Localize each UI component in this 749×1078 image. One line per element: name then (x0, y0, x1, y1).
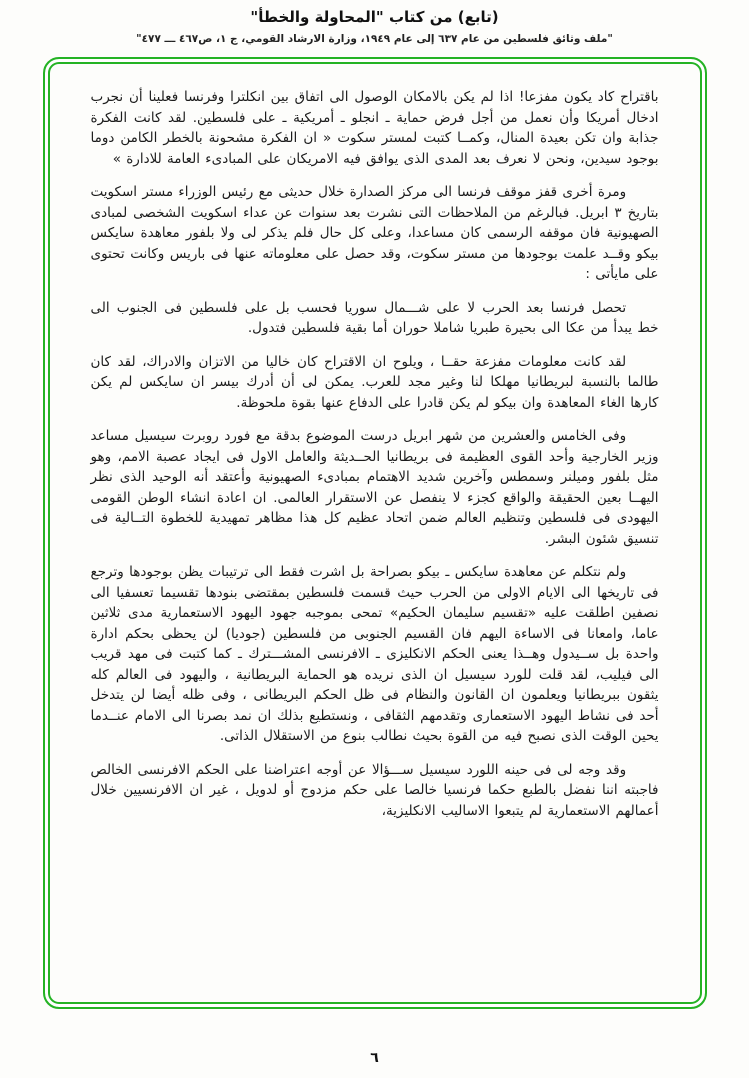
paragraph-1: باقتراح كاد يكون مفزعا! اذا لم يكن بالامكان الوصول الى اتفاق بين انكلترا وفرنسا فعلينا أن نجرب ادخال أمريكا وأن نعمل من أجل فرض حماية ـ انجلو ـ أمريكية ـ على فلسطين. لقد كانت الفكرة جذابة وان تكن بعيدة المنال، وكمــا كتبت لمستر سكوت « ان الفكرة مشحونة بالخطر الكامن دوما بوجود سيدين، ونحن لا نعرف بعد المدى الذى يوافق فيه الامريكان على المبادىء العامة للادارة » (90, 89, 659, 167)
green-border-frame (43, 57, 707, 1009)
paragraph-5: وفى الخامس والعشرين من شهر ابريل درست الموضوع بدقة مع فورد روبرت سيسيل مساعد وزير الخارجية وأحد القوى العظيمة فى بريطانيا الحــديثة والعامل الاول فى ايجاد عصبة الامم، وهو مثل بلفور وميلنر وسمطس وآخرين شديد الاهتمام بمبادىء الصهيونية وأعتقد أنه الوحيد الذى نظر اليهــا بعين الحقيقة والواقع كجزء لا ينفصل عن الاستقرار العالمى. ان اعادة انشاء الوطن القومى اليهودى فى فلسطين وتنظيم العالم ضمن اتحاد عظيم كل هذا مظاهر تمهيدية للخطوة التــالية فى تنسيق شئون البشر. (90, 428, 659, 547)
book-title: (تابع) من كتاب "المحاولة والخطأ" (250, 8, 499, 26)
page-number: ٦ (370, 1050, 379, 1066)
document-header (0, 0, 749, 45)
source-citation: "ملف وثائق فلسطين من عام ٦٣٧ إلى عام ١٩٤٩، وزارة الارشاد القومي، ج ١، ص٤٦٧ ـــ ٤٧٧" (136, 33, 613, 45)
paragraph-6: ولم نتكلم عن معاهدة سايكس ـ بيكو بصراحة بل اشرت فقط الى ترتيبات يظن بوجودها وترجع فى تاريخها الى الايام الاولى من الحرب حيث قسمت فلسطين بمقتضى بنودها تقسيما تعسفيا الى نصفين اطلقت عليه «تقسيم سليمان الحكيم» تمحى بموجبه جهود اليهود الاستعمارية مدى ثلاثين عاما، وامعانا فى الاساءة اليهم فان القسيم الجنوبى من فلسطين (جوديا) لن يحظى بحكم ادارة واحدة بل ســيدول وهــذا يعنى الحكم الانكليزى ـ الافرنسى المشـــترك ـ كما كتبت فى مهد قريب الى فيليب، لقد قلت للورد سيسيل ان الذى نريده هو الحماية البريطانية ، واليهود فى العالم كله يثقون ببريطانيا ويعلمون ان القانون والنظام فى ظل الحكم البريطانى ، وفى ظله أيضا لن يتدخل أحد فى نشاط اليهود الاستعمارى وتقدمهم الثقافى ، ونستطيع بذلك ان نمد بصرنا الى الامام عنــدما يحين الوقت الذى نصبح فيه من القوة بحيث نطالب بنوع من الاستقلال الذاتى. (90, 564, 659, 745)
paragraph-7: وقد وجه لى فى حينه اللورد سيسيل ســـؤالا عن أوجه اعتراضنا على الحكم الافرنسى الخالص فاجبته اننا نفضل بالطبع حكما فرنسيا خالصا على حكم مزدوج أو لدويل ، غير ان الافرنسيين خلال أعمالهم الاستعمارية لم يتبعوا الاساليب الانكليزية، (90, 761, 659, 819)
paragraph-2: ومرة أخرى قفز موقف فرنسا الى مركز الصدارة خلال حديثى مع رئيس الوزراء مستر اسكويت بتاريخ ٣ ابريل. فبالرغم من الملاحظات التى نشرت بعد سنوات عن عداء اسكويت الشخصى لمبادى الصهيونية فان موقفه الرسمى كان مساعدا، وعلى كل حال فلم يذكر لى ولا بلفور معاهدة سايكس بيكو وقــد علمت بوجودها من مستر سكوت، وقد حصل على معلوماته عنها فى باريس وكانت تحتوى على مايأتى : (90, 184, 659, 283)
paragraph-4: لقد كانت معلومات مفزعة حقــا ، ويلوح ان الاقتراح كان خاليا من الاتزان والادراك، لقد كان طالما بالنسبة لبريطانيا مهلكا لنا وغير مجد للعرب. يمكن لى أن أدرك بيسر ان سايكس لم يكن كارها الغاء المعاهدة وان بيكو لم يكن قادرا على الدفاع عنها بقوة ملحوظة. (90, 353, 659, 411)
document-body (91, 87, 659, 822)
paragraph-3: تحصل فرنسا بعد الحرب لا على شـــمال سوريا فحسب بل على فلسطين فى الجنوب الى خط يبدأ من عكا الى بحيرة طبريا شاملا حوران أما بقية فلسطين فتدول. (90, 299, 659, 337)
